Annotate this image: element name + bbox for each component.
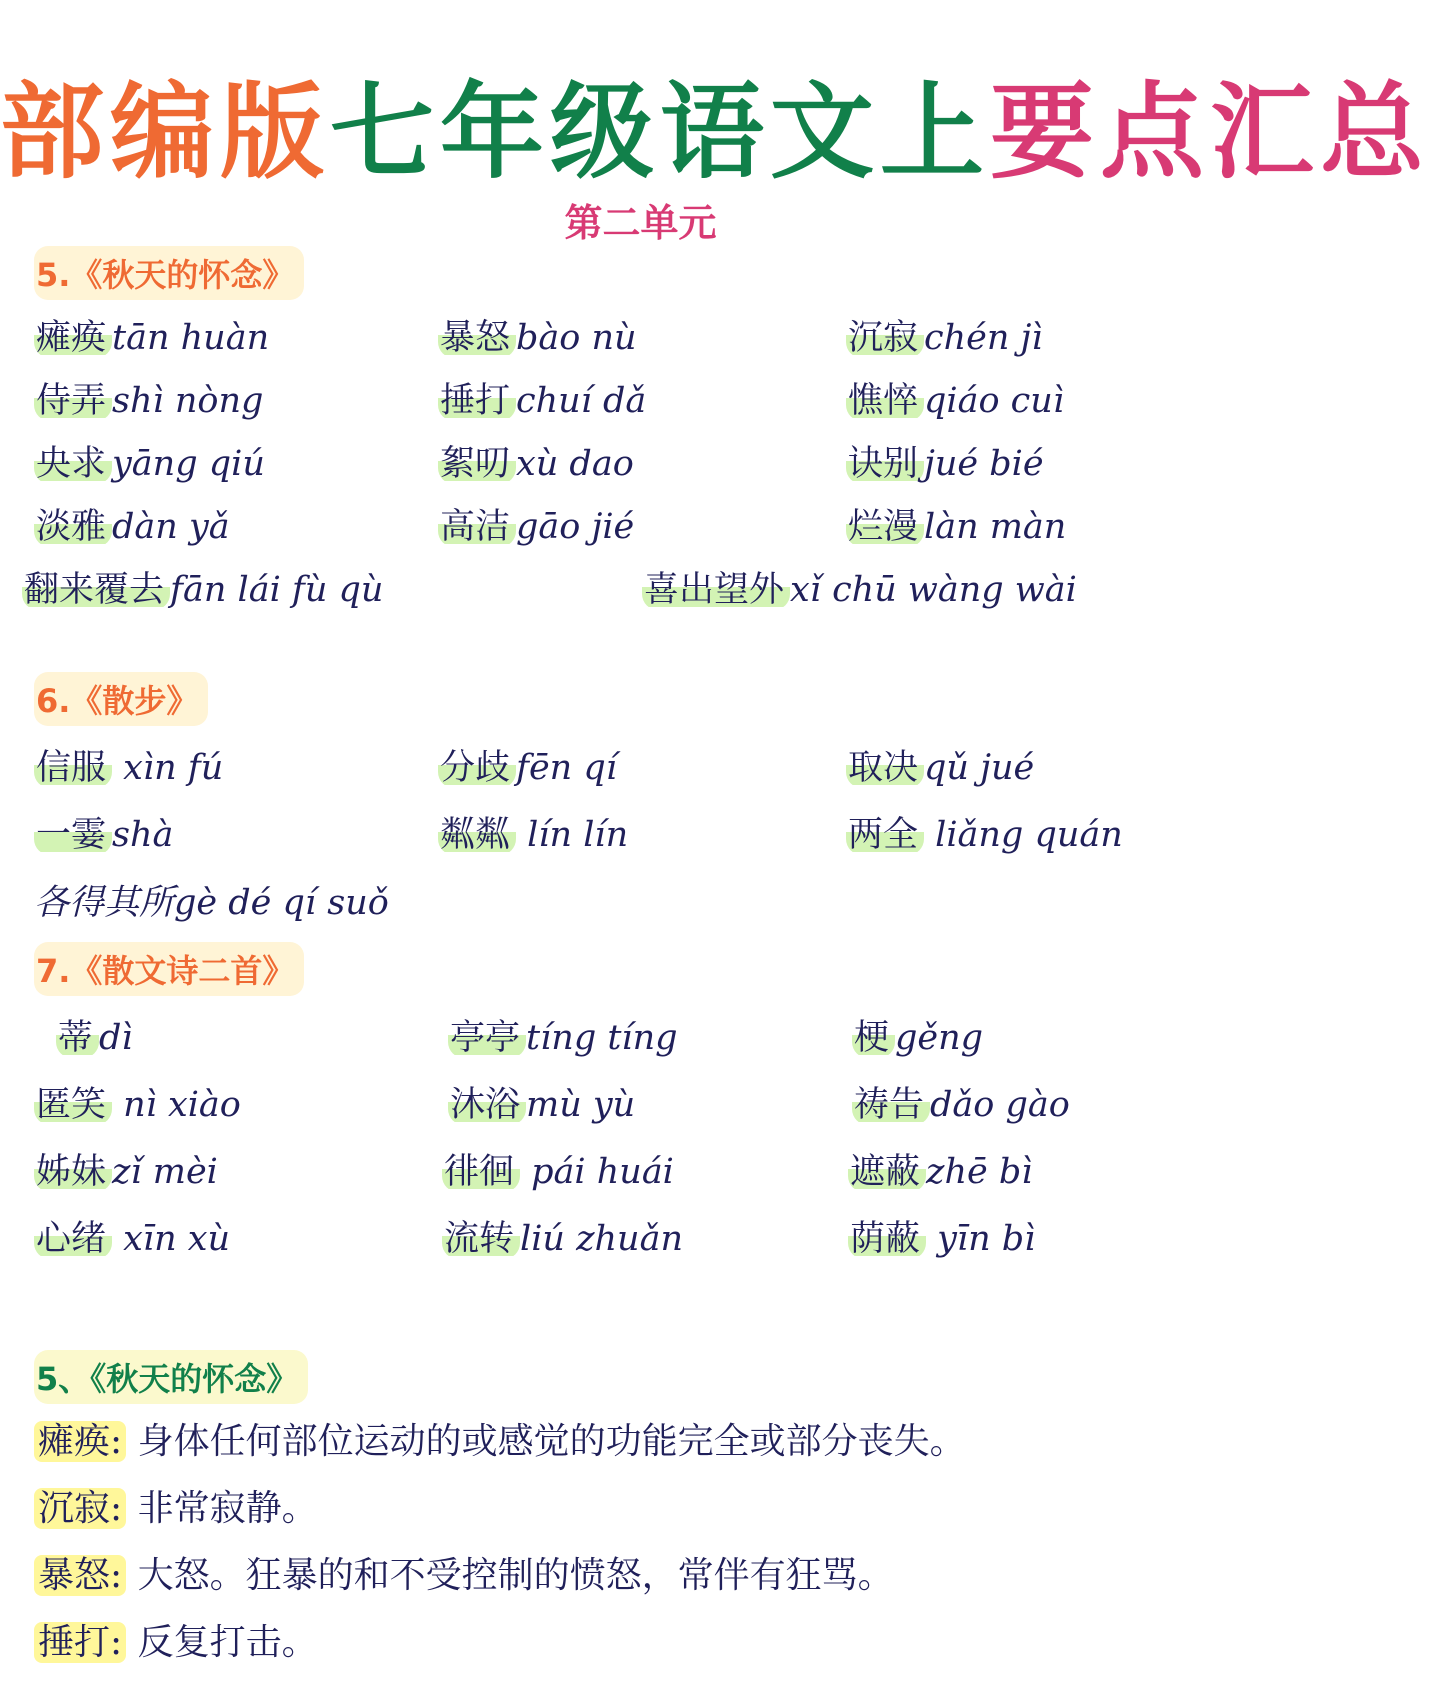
vocab-pinyin: shì nòng <box>112 381 264 421</box>
vocab-item <box>846 373 1064 423</box>
vocab-item <box>846 436 1044 486</box>
section-heading: 7.《散文诗二首》 <box>34 942 304 996</box>
page-subtitle: 第二单元 <box>564 201 717 245</box>
vocab-row <box>0 740 1281 800</box>
vocab-word: 蒂 <box>56 1018 99 1058</box>
vocab-word: 憔悴 <box>846 381 924 421</box>
vocab-pinyin: xìn fú <box>112 748 224 788</box>
vocab-word: 一霎 <box>34 815 112 855</box>
vocab-word: 亭亭 <box>448 1018 526 1058</box>
vocab-word: 信服 <box>34 748 112 788</box>
vocab-pinyin: dǎo gào <box>930 1085 1070 1125</box>
vocab-item <box>448 1077 635 1127</box>
vocab-word: 流转 <box>442 1219 520 1259</box>
vocab-row <box>0 436 1281 496</box>
vocab-word: 梗 <box>852 1018 895 1058</box>
vocab-pinyin: yāng qiú <box>112 444 265 484</box>
vocab-word: 诀别 <box>846 444 924 484</box>
vocab-word: 央求 <box>34 444 112 484</box>
vocab-pinyin: gāo jié <box>516 507 635 547</box>
vocab-item <box>438 373 646 423</box>
vocab-row <box>0 1144 1281 1204</box>
vocab-item <box>34 1077 241 1127</box>
vocab-item <box>34 807 173 857</box>
definition-item <box>34 1413 966 1464</box>
vocab-item <box>438 310 637 360</box>
vocab-word: 絮叨 <box>438 444 516 484</box>
vocab-word: 沐浴 <box>448 1085 526 1125</box>
vocab-pinyin: chén jì <box>924 318 1043 358</box>
vocab-pinyin: zhē bì <box>926 1152 1033 1192</box>
vocab-pinyin: yīn bì <box>926 1219 1036 1259</box>
vocab-item <box>448 1010 678 1060</box>
vocab-word: 暴怒 <box>438 318 516 358</box>
definitions-heading: 5、《秋天的怀念》 <box>34 1350 308 1404</box>
vocab-word: 粼粼 <box>438 815 516 855</box>
vocab-word: 遮蔽 <box>848 1152 926 1192</box>
definition-term: 瘫痪: <box>34 1421 126 1462</box>
vocab-item <box>438 499 634 549</box>
vocab-item <box>848 1211 1035 1261</box>
vocab-item <box>56 1010 133 1060</box>
vocab-pinyin: dì <box>99 1018 133 1058</box>
vocab-item <box>34 1144 218 1194</box>
vocab-pinyin: liú zhuǎn <box>520 1219 684 1259</box>
vocab-word: 徘徊 <box>442 1152 520 1192</box>
vocab-row <box>0 807 1281 867</box>
vocab-pinyin: shà <box>112 815 174 855</box>
vocab-pinyin: jué bié <box>924 444 1044 484</box>
vocab-word: 高洁 <box>438 507 516 547</box>
definition-text: 非常寂静。 <box>126 1488 318 1529</box>
definition-item <box>34 1480 318 1531</box>
vocab-word: 匿笑 <box>34 1085 112 1125</box>
vocab-pinyin: làn màn <box>924 507 1067 547</box>
vocab-item <box>438 807 628 857</box>
vocab-pinyin: bào nù <box>516 318 637 358</box>
vocab-word: 各得其所 <box>34 883 175 923</box>
page-title <box>0 70 1430 195</box>
vocab-pinyin: chuí dǎ <box>516 381 647 421</box>
vocab-word: 喜出望外 <box>642 570 790 610</box>
vocab-pinyin: dàn yǎ <box>112 507 230 547</box>
vocab-row <box>0 875 1281 935</box>
vocab-word: 祷告 <box>852 1085 930 1125</box>
vocab-item <box>34 373 263 423</box>
vocab-word: 两全 <box>846 815 924 855</box>
definition-item <box>34 1547 894 1598</box>
section-heading: 6.《散步》 <box>34 672 208 726</box>
vocab-word: 荫蔽 <box>848 1219 926 1259</box>
vocab-pinyin: zǐ mèi <box>112 1152 218 1192</box>
vocab-row <box>0 1211 1281 1271</box>
vocab-word: 淡雅 <box>34 507 112 547</box>
vocab-word: 姊妹 <box>34 1152 112 1192</box>
vocab-row <box>0 1010 1281 1070</box>
vocab-item <box>34 436 265 486</box>
vocab-item <box>438 436 634 486</box>
vocab-item <box>22 562 383 612</box>
title-part-3: 要点汇总 <box>990 70 1430 193</box>
vocab-item <box>852 1077 1070 1127</box>
vocab-item <box>848 1144 1032 1194</box>
vocab-word: 烂漫 <box>846 507 924 547</box>
title-part-2: 七年级语文上 <box>330 70 991 193</box>
definition-text: 大怒。狂暴的和不受控制的愤怒，常伴有狂骂。 <box>126 1555 894 1596</box>
vocab-pinyin: gěng <box>895 1018 984 1058</box>
vocab-item <box>852 1010 983 1060</box>
vocab-pinyin: qiáo cuì <box>924 381 1065 421</box>
vocab-item <box>34 310 269 360</box>
section-heading: 5.《秋天的怀念》 <box>34 246 304 300</box>
vocab-item <box>442 1211 683 1261</box>
definition-term: 暴怒: <box>34 1555 126 1596</box>
vocab-word: 侍弄 <box>34 381 112 421</box>
vocab-item <box>442 1144 674 1194</box>
vocab-item <box>34 740 223 790</box>
vocab-pinyin: qǔ jué <box>924 748 1035 788</box>
vocab-pinyin: tān huàn <box>112 318 270 358</box>
vocab-word: 分歧 <box>438 748 516 788</box>
vocab-pinyin: nì xiào <box>112 1085 241 1125</box>
vocab-row <box>0 310 1281 370</box>
vocab-word: 瘫痪 <box>34 318 112 358</box>
vocab-item <box>438 740 617 790</box>
vocab-pinyin: fēn qí <box>516 748 617 788</box>
vocab-pinyin: xǐ chū wàng wài <box>790 570 1077 610</box>
vocab-row <box>0 499 1281 559</box>
vocab-word: 翻来覆去 <box>22 570 170 610</box>
vocab-row <box>0 373 1281 433</box>
definition-text: 身体任何部位运动的或感觉的功能完全或部分丧失。 <box>126 1421 966 1462</box>
vocab-pinyin: pái huái <box>520 1152 674 1192</box>
vocab-item <box>34 875 389 925</box>
vocab-pinyin: fān lái fù qù <box>170 570 384 610</box>
definition-term: 捶打: <box>34 1622 126 1663</box>
vocab-pinyin: mù yù <box>526 1085 636 1125</box>
definition-item <box>34 1614 318 1665</box>
vocab-row <box>0 1077 1281 1137</box>
title-part-1: 部编版 <box>0 70 331 193</box>
vocab-item <box>846 740 1034 790</box>
vocab-item <box>846 807 1123 857</box>
vocab-row <box>0 562 1281 622</box>
vocab-pinyin: liǎng quán <box>924 815 1123 855</box>
vocab-item <box>846 310 1043 360</box>
vocab-word: 捶打 <box>438 381 516 421</box>
vocab-pinyin: xīn xù <box>112 1219 231 1259</box>
vocab-item <box>846 499 1066 549</box>
vocab-pinyin: lín lín <box>516 815 629 855</box>
vocab-word: 取决 <box>846 748 924 788</box>
vocab-item <box>642 562 1077 612</box>
vocab-item <box>34 499 230 549</box>
vocab-pinyin: tíng tíng <box>526 1018 678 1058</box>
definition-text: 反复打击。 <box>126 1622 318 1663</box>
vocab-pinyin: gè dé qí suǒ <box>174 883 389 923</box>
vocab-word: 沉寂 <box>846 318 924 358</box>
vocab-word: 心绪 <box>34 1219 112 1259</box>
vocab-item <box>34 1211 230 1261</box>
vocab-pinyin: xù dao <box>516 444 634 484</box>
definition-term: 沉寂: <box>34 1488 126 1529</box>
